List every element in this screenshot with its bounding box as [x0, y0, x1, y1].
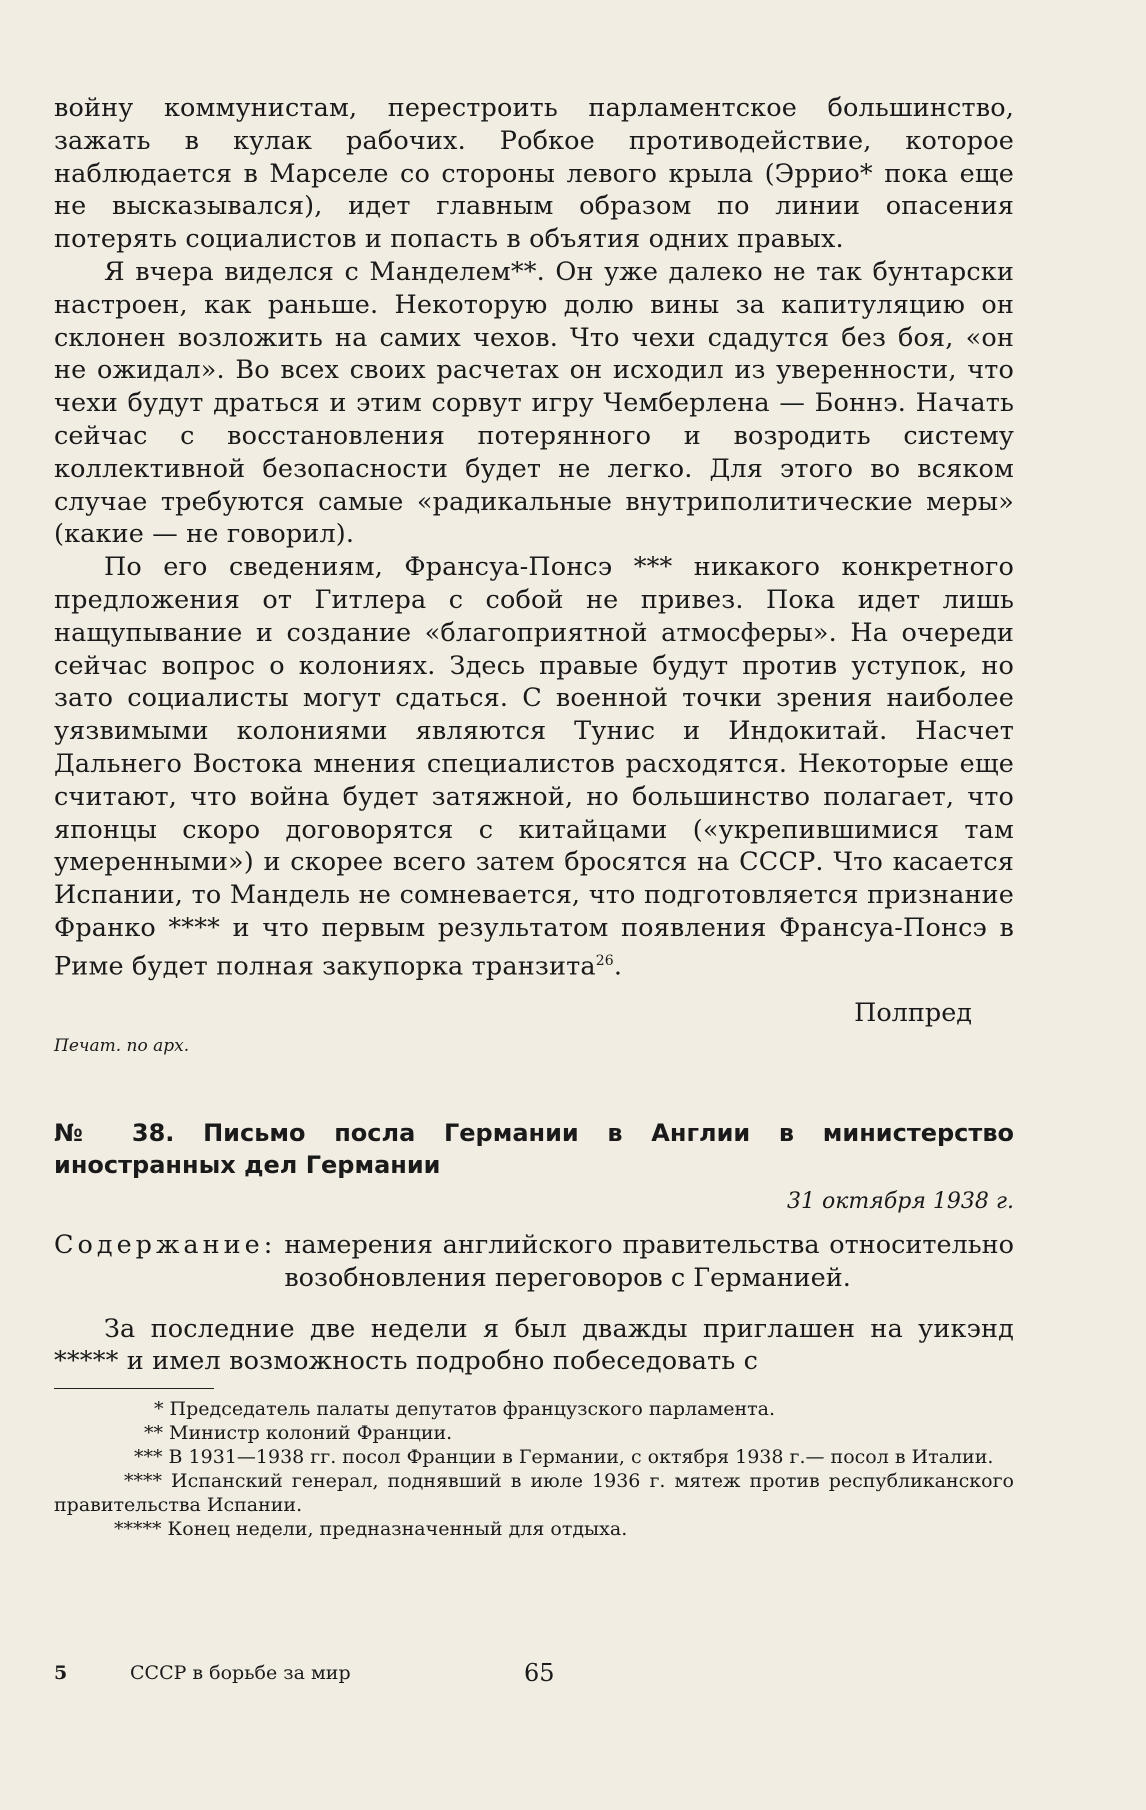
printer-signature-mark: 5 — [54, 1662, 68, 1684]
footnote-mark: **** — [124, 1470, 162, 1493]
source-note: Печат. по арх. — [54, 1036, 190, 1057]
footnote-mark: * — [154, 1398, 164, 1421]
main-text-block — [54, 92, 1014, 1541]
footnote-text: Конец недели, предназначенный для отдыха. — [167, 1518, 628, 1541]
document-heading: № 38. Письмо посла Германии в Англии в министерство иностранных дел Германии — [54, 1119, 1014, 1180]
footnote-5 — [54, 1517, 1014, 1541]
footnote-mark: ** — [144, 1422, 163, 1445]
paragraph-1: войну коммунистам, перестроить парламентское большинство, зажать в кулак рабочих. Робкое противодействие, которое наблюдается в Марселе со стороны левого крыла (Эррио* пока еще не высказывался), идет главным образом по линии опасения потерять социалистов и попасть в объятия одних правых. — [54, 93, 1014, 255]
signature: Полпред — [854, 998, 972, 1029]
paragraph-2: Я вчера виделся с Манделем**. Он уже далеко не так бунтарски настроен, как раньше. Некоторую долю вины за капитуляцию он склонен возложить на самих чехов. Что чехи сдадутся без боя, «он не ожидал». Во всех своих расчетах он исходил из уверенности, что чехи будут драться и этим сорвут игру Чемберлена — Боннэ. Начать сейчас с восстановления потерянного и возродить систему коллективной безопасности будет не легко. Для этого во всяком случае требуются самые «радикальные внутриполитические меры» (какие — не говорил). — [54, 256, 1014, 550]
footnote-3 — [54, 1445, 1014, 1469]
document-date: 31 октября 1938 г. — [787, 1189, 1014, 1215]
book-title: СССР в борьбе за мир — [130, 1662, 351, 1684]
endnote-reference: 26 — [595, 952, 614, 969]
footnote-divider — [54, 1388, 214, 1389]
footnote-text: В 1931—1938 гг. посол Франции в Германии, с октября 1938 г.— посол в Италии. — [168, 1446, 994, 1469]
page-footer — [54, 1658, 1014, 1688]
paragraph-3-end: . — [613, 951, 623, 982]
paragraph-3-text: По его сведениям, Франсуа-Понсэ *** никакого конкретного предложения от Гитлера с собой не привез. Пока идет лишь нащупывание и создание «благоприятной атмосферы». На очереди сейчас вопрос о колониях. Здесь правые будут против уступок, но зато социалисты могут сдаться. С военной точки зрения наиболее уязвимыми колониями являются Тунис и Индокитай. Насчет Дальнего Востока мнения специалистов расходятся. Некоторые еще считают, что война будет затяжной, но большинство полагает, что японцы скоро договорятся с китайцами («укрепившимися там умеренными») и скорее всего затем бросятся на СССР. Что касается Испании, то Мандель не сомневается, что подготовляется признание Франко **** и что первым результатом появления Франсуа-Понсэ в Риме будет полная закупорка транзита — [54, 552, 1014, 982]
contents-label: Содержание: — [54, 1230, 277, 1261]
footnote-4 — [54, 1469, 1014, 1517]
footnote-mark: *** — [134, 1446, 163, 1469]
contents-text: намерения английского правительства относительно возобновления переговоров с Германией. — [284, 1230, 1014, 1293]
paragraph-3 — [54, 551, 1014, 983]
footnote-text: Испанский генерал, поднявший в июле 1936 г. мятеж против республиканского правительства Испании. — [54, 1470, 1014, 1517]
footnote-mark: ***** — [114, 1518, 162, 1541]
footnote-text: Министр колоний Франции. — [169, 1422, 453, 1445]
contents-summary — [54, 1229, 1014, 1295]
page-number: 65 — [524, 1659, 555, 1687]
footnote-text: Председатель палаты депутатов французского парламента. — [169, 1398, 776, 1421]
footnote-1 — [54, 1397, 1014, 1421]
footnote-2 — [54, 1421, 1014, 1445]
document-first-paragraph: За последние две недели я был дважды приглашен на уикэнд ***** и имел возможность подробно побеседовать с — [54, 1313, 1014, 1377]
